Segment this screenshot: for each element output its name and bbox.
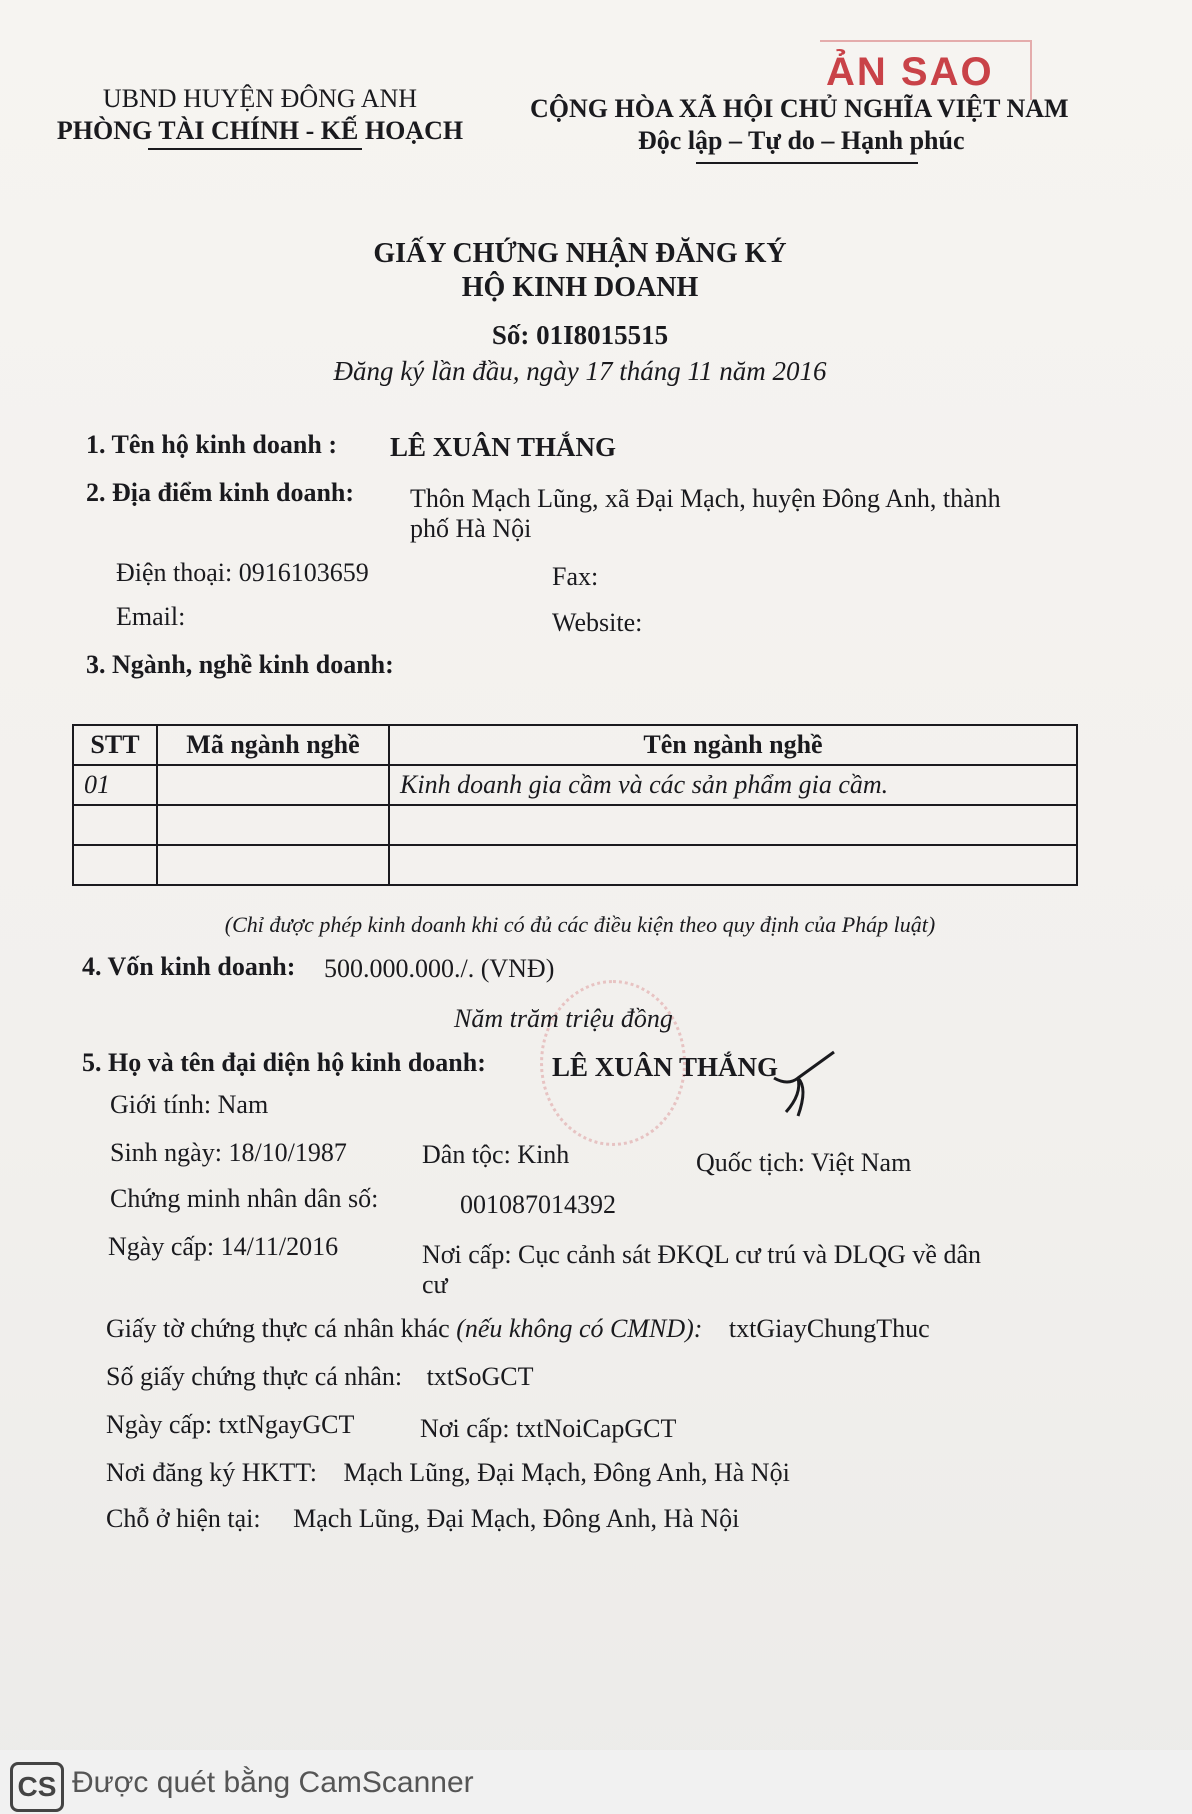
business-location-value-line1: Thôn Mạch Lũng, xã Đại Mạch, huyện Đông Anh, thành [410, 484, 1001, 513]
current-residence-value: Mạch Lũng, Đại Mạch, Đông Anh, Hà Nội [293, 1504, 740, 1533]
table-header-code: Mã ngành nghề [157, 725, 389, 765]
table-cell-code [157, 845, 389, 885]
capital-in-words: Năm trăm triệu đồng [454, 1004, 673, 1033]
business-lines-table [72, 724, 1078, 886]
table-row [73, 765, 1077, 805]
table-cell-stt: 01 [73, 765, 157, 805]
table-header-row [73, 725, 1077, 765]
current-residence-label: Chỗ ở hiện tại: [106, 1504, 261, 1533]
hktt-value: Mạch Lũng, Đại Mạch, Đông Anh, Hà Nội [343, 1458, 790, 1487]
other-document-label: Giấy tờ chứng thực cá nhân khác [106, 1314, 450, 1343]
table-cell-stt [73, 845, 157, 885]
other-document-value: txtGiayChungThuc [728, 1314, 930, 1343]
table-cell-name: Kinh doanh gia cầm và các sản phẩm gia cầm. [389, 765, 1077, 805]
camscanner-logo-icon: CS [10, 1762, 64, 1812]
registration-date: Đăng ký lần đầu, ngày 17 tháng 11 năm 2016 [333, 356, 827, 386]
document-number: Số: 01I8015515 [491, 320, 669, 350]
id-number-label: Chứng minh nhân dân số: [110, 1184, 379, 1213]
nationality: Quốc tịch: Việt Nam [696, 1148, 912, 1177]
business-name-value: LÊ XUÂN THẮNG [390, 432, 617, 462]
business-location-label: 2. Địa điểm kinh doanh: [86, 478, 355, 507]
id-issue-place-line1: Nơi cấp: Cục cảnh sát ĐKQL cư trú và DLQG về dân [422, 1240, 981, 1269]
document-title-line2: HỘ KINH DOANH [461, 272, 699, 303]
capital-label: 4. Vốn kinh doanh: [82, 952, 296, 981]
other-document-note: (nếu không có CMND): [456, 1314, 703, 1343]
legal-note: (Chỉ được phép kinh doanh khi có đủ các điều kiện theo quy định của Pháp luật) [224, 912, 936, 937]
document-number-line [106, 1362, 533, 1392]
signature-mark [768, 1048, 838, 1118]
representative-label: 5. Họ và tên đại diện hộ kinh doanh: [82, 1048, 486, 1077]
table-cell-stt [73, 805, 157, 845]
scanner-watermark-text: Được quét bằng CamScanner [72, 1766, 474, 1799]
header-left-line2: PHÒNG TÀI CHÍNH - KẾ HOẠCH [56, 116, 464, 145]
current-residence-line [106, 1504, 739, 1534]
id-issue-place-line2: cư [422, 1270, 448, 1299]
other-document-line [106, 1314, 930, 1344]
representative-name: LÊ XUÂN THẮNG [552, 1052, 779, 1082]
header-right-underline [696, 162, 918, 164]
phone-number: Điện thoại: 0916103659 [116, 558, 369, 587]
date-of-birth: Sinh ngày: 18/10/1987 [110, 1138, 347, 1167]
hktt-label: Nơi đăng ký HKTT: [106, 1458, 318, 1487]
document-issue-date: Ngày cấp: txtNgayGCT [106, 1410, 355, 1439]
business-lines-label: 3. Ngành, nghề kinh doanh: [86, 650, 394, 679]
table-cell-name [389, 845, 1077, 885]
table-row [73, 845, 1077, 885]
table-cell-name [389, 805, 1077, 845]
email-label: Email: [116, 602, 186, 631]
table-header-name: Tên ngành nghề [389, 725, 1077, 765]
header-left-line1: UBND HUYỆN ĐÔNG ANH [102, 84, 418, 113]
fax-label: Fax: [552, 562, 599, 591]
ethnicity: Dân tộc: Kinh [422, 1140, 570, 1169]
hktt-line [106, 1458, 790, 1488]
id-issue-date: Ngày cấp: 14/11/2016 [108, 1232, 339, 1261]
copy-stamp: ẢN SAO [826, 50, 994, 94]
header-right-line1: CỘNG HÒA XÃ HỘI CHỦ NGHĨA VIỆT NAM [530, 94, 1069, 123]
gender: Giới tính: Nam [110, 1090, 269, 1119]
document-title-line1: GIẤY CHỨNG NHẬN ĐĂNG KÝ [373, 238, 787, 269]
business-location-value-line2: phố Hà Nội [410, 514, 532, 543]
header-left-underline [148, 148, 362, 150]
business-name-label: 1. Tên hộ kinh doanh : [86, 430, 337, 459]
website-label: Website: [552, 608, 643, 637]
table-cell-code [157, 765, 389, 805]
table-cell-code [157, 805, 389, 845]
document-number-label: Số giấy chứng thực cá nhân: [106, 1362, 403, 1391]
document-number-value: txtSoGCT [426, 1362, 534, 1391]
capital-value: 500.000.000./. (VNĐ) [324, 954, 555, 983]
document-issue-place: Nơi cấp: txtNoiCapGCT [420, 1414, 677, 1443]
scanner-footer [0, 1750, 1192, 1814]
id-number-value: 001087014392 [460, 1190, 616, 1219]
header-right-line2: Độc lập – Tự do – Hạnh phúc [638, 126, 965, 155]
table-row [73, 805, 1077, 845]
table-header-stt: STT [73, 725, 157, 765]
